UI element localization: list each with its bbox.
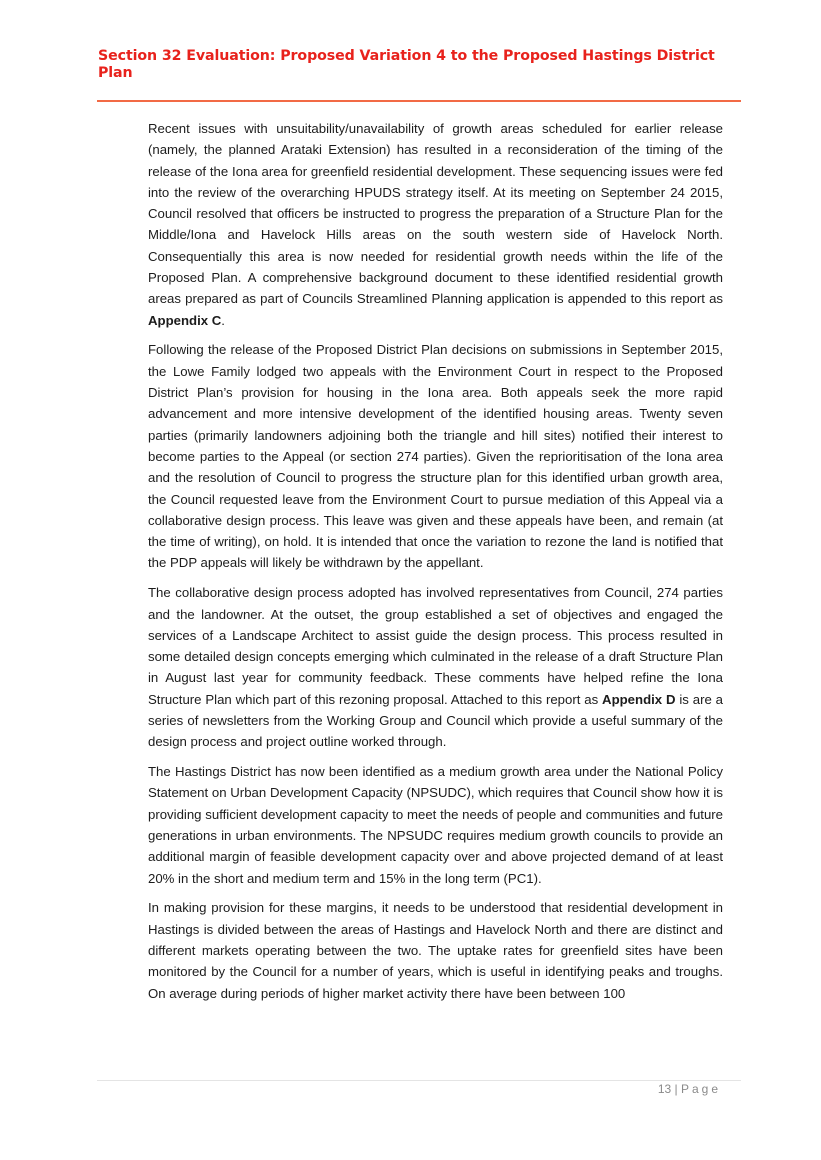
page-separator: | — [671, 1082, 681, 1096]
page-header — [98, 48, 718, 82]
paragraph-text: is are a series of newsletters from the Working Group and Council which provide a useful summary of the design process and project outline worked through. — [148, 691, 723, 750]
paragraph-text: . — [221, 312, 225, 328]
paragraph-3 — [148, 582, 723, 752]
document-body — [148, 118, 723, 1012]
paragraph-text: In making provision for these margins, it needs to be understood that residential development in Hastings is divided between the areas of Hastings and Havelock North and there are distinct and different markets operating between the two. The uptake rates for greenfield sites have been monitored by the Council for a number of years, which is useful in identifying peaks and troughs. On average during periods of higher market activity there have been between 100 — [148, 900, 723, 1001]
paragraph-text: Recent issues with unsuitability/unavailability of growth areas scheduled for earlier release (namely, the planned Arataki Extension) has resulted in a reconsideration of the timing of the release of the Iona area for greenfield residential development. These sequencing issues were fed into the review of the overarching HPUDS strategy itself. At its meeting on September 24 2015, Council resolved that officers be instructed to progress the preparation of a Structure Plan for the Middle/Iona and Havelock Hills areas on the south western side of Havelock North. Consequentially this area is now needed for residential growth needs within the life of the Proposed Plan. A comprehensive background document to these identified residential growth areas prepared as part of Councils Streamlined Planning application is appended to this report as — [148, 121, 723, 307]
appendix-d-reference: Appendix D — [602, 691, 676, 707]
paragraph-text: The collaborative design process adopted has involved representatives from Council, 274 parties and the landowner. At the outset, the group established a set of objectives and engaged the services of a Landscape Architect to assist guide the design process. This process resulted in some detailed design concepts emerging which culminated in the release of a draft Structure Plan in August last year for community feedback. These comments have helped refine the Iona Structure Plan which part of this rezoning proposal. Attached to this report as — [148, 585, 723, 707]
footer-divider — [97, 1080, 741, 1081]
paragraph-1 — [148, 118, 723, 331]
appendix-c-reference: Appendix C — [148, 312, 222, 328]
document-title: Section 32 Evaluation: Proposed Variation 4 to the Proposed Hastings District Plan — [98, 48, 715, 81]
page-label: Page — [680, 1082, 721, 1096]
paragraph-text: Following the release of the Proposed District Plan decisions on submissions in September 2015, the Lowe Family lodged two appeals with the Environment Court in respect to the Proposed District Plan’s provision for housing in the Iona area. Both appeals seek the more rapid advancement and more intensive development of the identified housing areas. Twenty seven parties (primarily landowners adjoining both the triangle and hill sites) notified their interest to become parties to the Appeal (or section 274 parties). Given the reprioritisation of the Iona area and the resolution of Council to progress the structure plan for this identified urban growth area, the Council requested leave from the Environment Court to pursue mediation of this Appeal via a collaborative design process. This leave was given and these appeals have been, and remain (at the time of writing), on hold. It is intended that once the variation to rezone the land is notified that the PDP appeals will likely be withdrawn by the appellant. — [148, 342, 723, 571]
page-number: 13 — [657, 1082, 672, 1096]
paragraph-text: The Hastings District has now been identified as a medium growth area under the National Policy Statement on Urban Development Capacity (NPSUDC), which requires that Council show how it is providing sufficient development capacity to meet the needs of people and communities and future generations in urban environments. The NPSUDC requires medium growth councils to provide an additional margin of feasible development capacity over and above projected demand of at least 20% in the short and medium term and 15% in the long term (PC1). — [148, 764, 723, 886]
paragraph-4 — [148, 761, 723, 889]
paragraph-2 — [148, 339, 723, 573]
header-divider — [97, 100, 741, 102]
paragraph-5 — [148, 897, 723, 1003]
page-number-footer — [658, 1082, 721, 1096]
